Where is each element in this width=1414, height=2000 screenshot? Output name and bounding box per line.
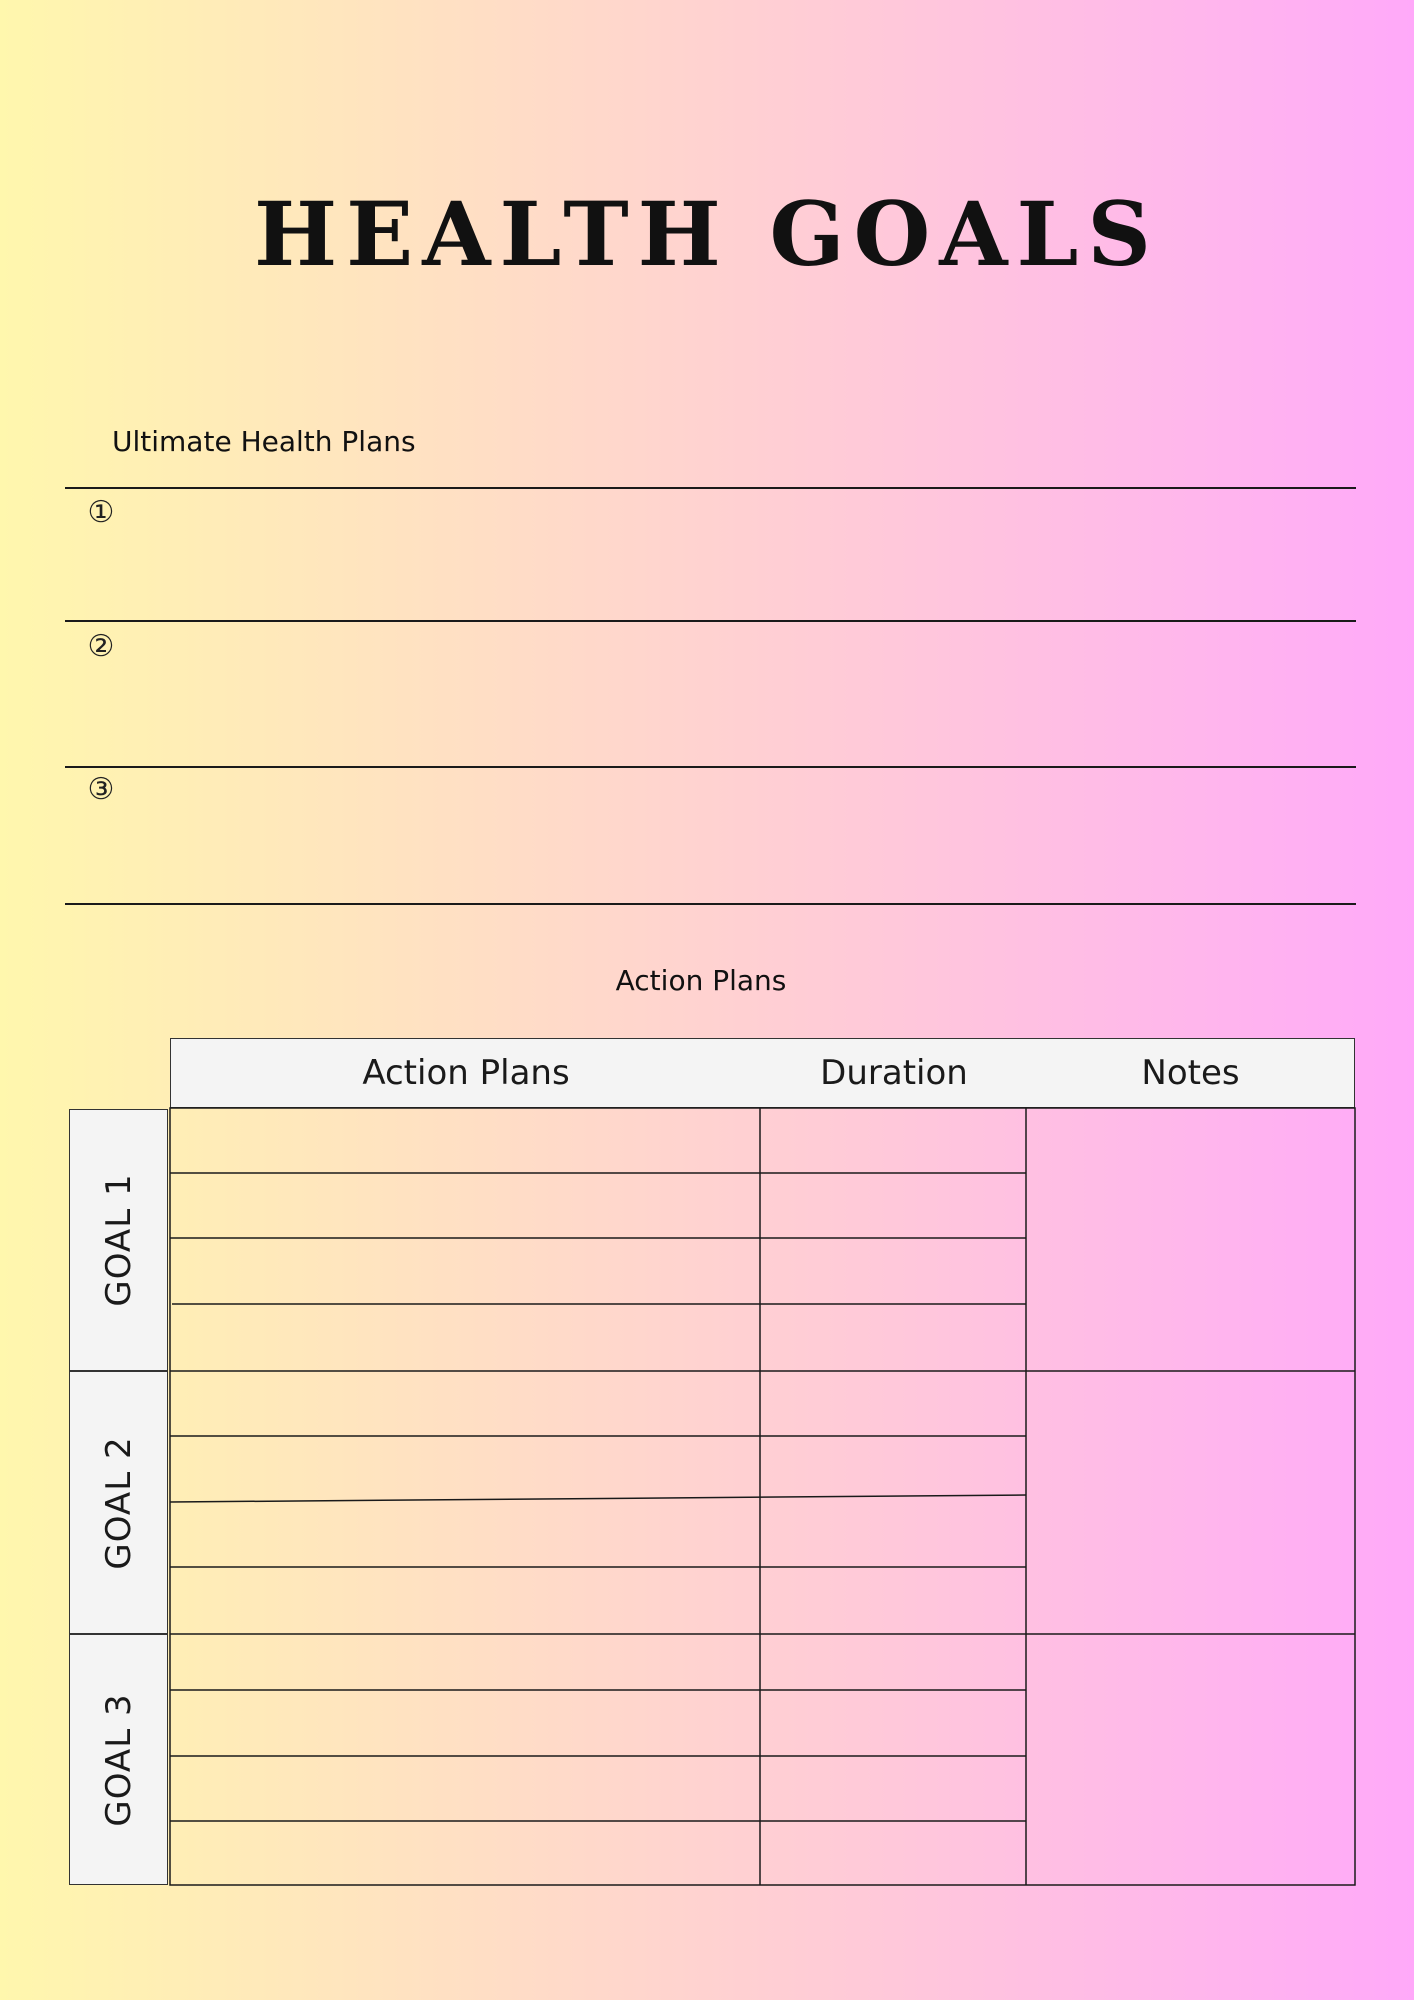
plan-rule-2	[65, 766, 1356, 768]
plan-rule-top	[65, 487, 1356, 489]
column-header-notes: Notes	[1141, 1053, 1240, 1093]
column-header-action-plans: Action Plans	[362, 1053, 570, 1093]
goal-3-notes-cell[interactable]	[1027, 1635, 1354, 1884]
plan-rule-3	[65, 903, 1356, 905]
table-header-row	[170, 1038, 1355, 1108]
goal-1-notes-cell[interactable]	[1027, 1109, 1354, 1370]
goal-cell-1	[69, 1109, 168, 1371]
goal-2-action-cells[interactable]	[171, 1372, 759, 1633]
action-plans-heading: Action Plans	[615, 964, 787, 997]
goal-1-duration-cells[interactable]	[761, 1109, 1025, 1370]
goal-cell-3	[69, 1634, 168, 1885]
goal-3-duration-cells[interactable]	[761, 1635, 1025, 1884]
goal-2-notes-cell[interactable]	[1027, 1372, 1354, 1633]
ultimate-health-plans-heading: Ultimate Health Plans	[112, 425, 416, 458]
plan-entry-3[interactable]	[130, 769, 1350, 901]
goal-label-3: GOAL 3	[98, 1692, 139, 1827]
plan-entry-2[interactable]	[130, 623, 1350, 764]
goal-label-2: GOAL 2	[98, 1435, 139, 1570]
plan-number-2: ②	[87, 629, 115, 664]
plan-rule-1	[65, 620, 1356, 622]
goal-2-duration-cells[interactable]	[761, 1372, 1025, 1633]
goal-label-1: GOAL 1	[98, 1173, 139, 1307]
page-title: HEALTH GOALS	[254, 182, 1160, 286]
plan-number-3: ③	[87, 772, 115, 807]
plan-number-1: ①	[87, 495, 115, 530]
column-header-duration: Duration	[820, 1053, 968, 1093]
plan-entry-1[interactable]	[130, 490, 1350, 618]
goal-1-action-cells[interactable]	[171, 1109, 759, 1370]
goal-3-action-cells[interactable]	[171, 1635, 759, 1884]
goal-cell-2	[69, 1371, 168, 1634]
